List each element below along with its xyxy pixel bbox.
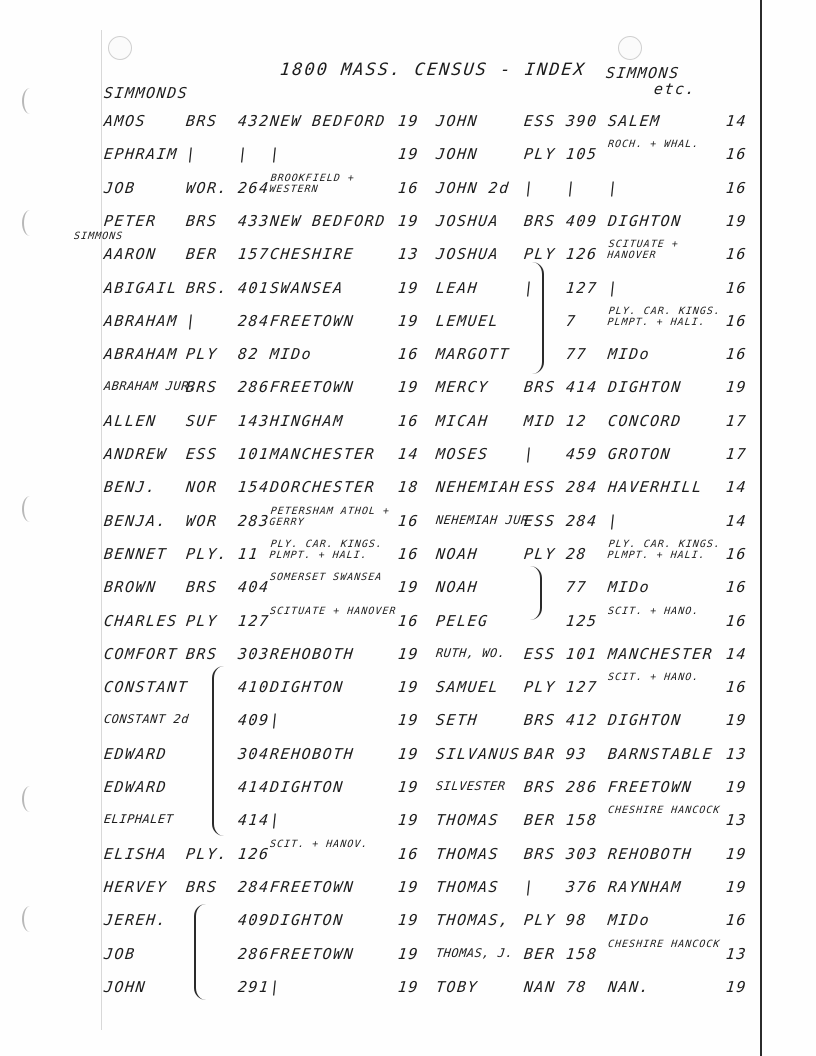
right-page-number: 28: [565, 544, 589, 563]
left-county: BRS: [185, 378, 219, 397]
right-county: PLY: [523, 145, 557, 164]
left-town: |: [269, 811, 282, 830]
right-first-name: LEAH: [435, 278, 480, 297]
left-town: DIGHTON: [269, 778, 345, 796]
right-county: BAR: [523, 744, 557, 763]
right-county: ESS: [523, 478, 557, 497]
right-county: BRS: [523, 844, 557, 863]
right-town: DIGHTON: [607, 711, 683, 730]
right-roll-number: 16: [725, 578, 749, 597]
left-first-name: EDWARD: [103, 744, 169, 763]
left-first-name: ELIPHALET: [103, 812, 175, 827]
right-roll-number: 16: [725, 911, 749, 930]
left-page-number: 154: [237, 478, 271, 497]
left-first-name: AARON: [103, 245, 158, 264]
left-group-brace: [194, 904, 208, 1000]
right-county: |: [523, 278, 536, 297]
left-page-number: 304: [237, 744, 271, 763]
left-town: FREETOWN: [269, 378, 356, 397]
left-roll-number: 18: [397, 478, 421, 497]
right-first-name: RUTH, WO.: [435, 645, 507, 660]
left-page-number: 283: [237, 511, 271, 530]
right-town: CHESHIRE HANCOCK: [607, 938, 721, 950]
right-town: DIGHTON: [607, 211, 683, 230]
left-first-name: ELISHA: [103, 844, 169, 863]
right-page-number: 284: [565, 478, 599, 497]
right-first-name: MOSES: [435, 445, 490, 463]
left-town: HINGHAM: [269, 411, 345, 430]
left-county: |: [185, 311, 198, 330]
right-page-number: 390: [565, 112, 599, 130]
right-county: BRS: [523, 211, 557, 230]
right-roll-number: 14: [725, 644, 749, 663]
left-town: DIGHTON: [269, 911, 345, 930]
right-first-name: JOHN 2d: [435, 178, 511, 197]
left-county: SUF: [185, 411, 219, 430]
left-surname-heading: SIMMONDS: [103, 84, 190, 102]
right-first-name: THOMAS, J.: [435, 945, 514, 960]
right-first-name: THOMAS,: [435, 911, 511, 930]
right-page-number: 376: [565, 877, 599, 896]
left-page-number: 284: [237, 877, 271, 896]
left-roll-number: 19: [397, 778, 421, 796]
left-first-name: BENNET: [103, 544, 169, 563]
right-county: BRS: [523, 778, 557, 796]
left-first-name: ABRAHAM: [103, 311, 179, 330]
left-first-name: ABRAHAM JUR.: [103, 379, 198, 394]
left-page-number: 286: [237, 944, 271, 963]
left-roll-number: 19: [397, 811, 421, 830]
left-roll-number: 19: [397, 944, 421, 963]
left-first-name: BENJA.: [103, 511, 169, 530]
right-page-number: 409: [565, 211, 599, 230]
right-county: PLY: [523, 678, 557, 697]
left-town: FREETOWN: [269, 311, 356, 330]
left-county: WOR.: [185, 178, 230, 197]
left-page-number: 433: [237, 211, 271, 230]
left-page-number: 414: [237, 811, 271, 830]
right-roll-number: 16: [725, 611, 749, 630]
left-first-name: JOHN: [103, 977, 148, 996]
right-first-name: SILVESTER: [435, 779, 507, 793]
binder-ring-mark: [22, 210, 38, 236]
left-roll-number: 19: [397, 711, 421, 730]
left-roll-number: 19: [397, 977, 421, 996]
left-county: BER: [185, 245, 219, 264]
right-page-number: 93: [565, 744, 589, 763]
page-title: 1800 MASS. CENSUS - INDEX: [279, 60, 587, 80]
right-first-name: JOSHUA: [435, 245, 501, 264]
left-county: PLY: [185, 345, 219, 364]
right-page-number: 412: [565, 711, 599, 730]
left-page-number: 127: [237, 611, 271, 630]
left-page-number: 409: [237, 711, 271, 730]
right-page-number: 7: [565, 311, 578, 330]
left-roll-number: 19: [397, 578, 421, 597]
right-roll-number: 19: [725, 977, 749, 996]
left-roll-number: 19: [397, 911, 421, 930]
left-first-name: BROWN: [103, 578, 158, 597]
right-roll-number: 16: [725, 278, 749, 297]
left-page-number: 414: [237, 778, 271, 796]
right-page-edge: [760, 0, 762, 1056]
left-first-name: HERVEY: [103, 877, 169, 896]
right-first-name: SAMUEL: [435, 678, 501, 697]
right-first-name: PELEG: [435, 611, 490, 630]
left-first-name: JOB: [103, 944, 137, 963]
right-county: PLY: [523, 245, 557, 264]
left-roll-number: 19: [397, 644, 421, 663]
left-roll-number: 19: [397, 311, 421, 330]
left-first-name: ANDREW: [103, 445, 169, 463]
left-county: PLY: [185, 611, 219, 630]
left-town: |: [269, 977, 282, 996]
right-page-number: 158: [565, 944, 599, 963]
right-roll-number: 16: [725, 178, 749, 197]
left-town: REHOBOTH: [269, 744, 356, 763]
left-town: NEW BEDFORD: [269, 112, 387, 130]
right-roll-number: 19: [725, 778, 749, 796]
left-county: PLY.: [185, 544, 230, 563]
right-page-number: 98: [565, 911, 589, 930]
right-county: PLY: [523, 911, 557, 930]
left-page-number: 157: [237, 245, 271, 264]
right-town: RAYNHAM: [607, 877, 683, 896]
left-county: BRS: [185, 112, 219, 130]
left-roll-number: 16: [397, 178, 421, 197]
right-roll-number: 16: [725, 311, 749, 330]
left-first-name: COMFORT: [103, 644, 179, 663]
right-page-number: 158: [565, 811, 599, 830]
left-first-name: CONSTANT 2d: [103, 712, 190, 727]
right-first-name: THOMAS: [435, 811, 501, 830]
right-roll-number: 19: [725, 711, 749, 730]
right-roll-number: 16: [725, 245, 749, 264]
right-first-name: MERCY: [435, 378, 490, 397]
binder-ring-mark: [22, 786, 38, 812]
left-town: CHESHIRE: [269, 245, 356, 264]
binder-ring-mark: [22, 88, 38, 114]
left-roll-number: 14: [397, 445, 421, 463]
right-roll-number: 14: [725, 112, 749, 130]
left-first-name: ALLEN: [103, 411, 158, 430]
left-first-name: ABRAHAM: [103, 345, 179, 364]
right-first-name: LEMUEL: [435, 311, 501, 330]
left-roll-number: 16: [397, 411, 421, 430]
right-county: BRS: [523, 378, 557, 397]
left-page-number: 11: [237, 544, 261, 563]
left-town: FREETOWN: [269, 944, 356, 963]
left-roll-number: 19: [397, 278, 421, 297]
left-town: SOMERSET SWANSEA: [269, 572, 383, 584]
right-town: SCIT. + HANO.: [607, 605, 700, 617]
left-first-name: ABIGAIL: [103, 278, 179, 297]
right-county: ESS: [523, 644, 557, 663]
left-county: ESS: [185, 445, 219, 463]
right-town: PLY. CAR. KINGS. PLMPT. + HALI.: [606, 538, 722, 561]
left-county: BRS: [185, 644, 219, 663]
left-page-number: 82: [237, 345, 261, 364]
right-county: ESS: [523, 511, 557, 530]
left-first-name: CHARLES: [103, 611, 179, 630]
right-group-bracket: [526, 566, 542, 620]
right-first-name: TOBY: [435, 977, 480, 996]
left-page-number: 303: [237, 644, 271, 663]
margin-note-simmons: SIMMONS: [73, 231, 124, 242]
right-page-number: 127: [565, 278, 599, 297]
punch-hole: [108, 36, 132, 60]
right-page-number: 126: [565, 245, 599, 264]
punch-hole: [618, 36, 642, 60]
left-page-number: 401: [237, 278, 271, 297]
left-first-name: EDWARD: [103, 778, 169, 796]
right-town: BARNSTABLE: [607, 744, 715, 763]
right-first-name: THOMAS: [435, 844, 501, 863]
right-first-name: NEHEMIAH JUR: [435, 512, 530, 527]
left-county: |: [185, 145, 198, 164]
right-county: MID: [523, 411, 557, 430]
right-county: |: [523, 877, 536, 896]
right-town: NAN.: [607, 977, 652, 996]
left-county: BRS: [185, 211, 219, 230]
left-roll-number: 19: [397, 678, 421, 697]
right-town: SCIT. + HANO.: [607, 672, 700, 684]
left-town: MANCHESTER: [269, 445, 377, 463]
right-roll-number: 16: [725, 678, 749, 697]
right-county: |: [523, 178, 536, 197]
right-roll-number: 16: [725, 145, 749, 164]
right-first-name: NEHEMIAH: [435, 478, 522, 497]
binder-ring-mark: [22, 906, 38, 932]
right-town: PLY. CAR. KINGS. PLMPT. + HALI.: [606, 305, 722, 328]
left-first-name: JOB: [103, 178, 137, 197]
right-roll-number: 19: [725, 844, 749, 863]
left-town: SCIT. + HANOV.: [269, 838, 369, 850]
left-town: PETERSHAM ATHOL + GERRY: [268, 505, 391, 528]
right-first-name: NOAH: [435, 578, 480, 597]
left-county: PLY.: [185, 844, 230, 863]
right-page-number: 127: [565, 678, 599, 697]
right-page-number: 105: [565, 145, 599, 164]
right-roll-number: 19: [725, 378, 749, 397]
right-town: |: [607, 278, 620, 297]
right-town: CONCORD: [607, 411, 683, 430]
right-roll-number: 17: [725, 445, 749, 463]
right-county: ESS: [523, 112, 557, 130]
right-county: BER: [523, 811, 557, 830]
right-town: ROCH. + WHAL.: [607, 139, 700, 151]
right-surname-etc: etc.: [653, 80, 698, 98]
left-town: DIGHTON: [269, 678, 345, 697]
right-first-name: JOSHUA: [435, 211, 501, 230]
right-roll-number: 16: [725, 345, 749, 364]
right-page-number: 303: [565, 844, 599, 863]
right-roll-number: 19: [725, 877, 749, 896]
left-town: SCITUATE + HANOVER: [269, 605, 397, 617]
right-county: NAN: [523, 977, 557, 996]
left-roll-number: 19: [397, 112, 421, 130]
left-roll-number: 19: [397, 145, 421, 164]
left-page-edge: [101, 30, 102, 1030]
right-town: MIDo: [607, 345, 652, 364]
right-first-name: NOAH: [435, 544, 480, 563]
left-roll-number: 19: [397, 877, 421, 896]
left-town: SWANSEA: [269, 278, 345, 297]
right-page-number: |: [565, 178, 578, 197]
right-town: MANCHESTER: [607, 644, 715, 663]
left-page-number: 291: [237, 977, 271, 996]
right-first-name: MICAH: [435, 411, 490, 430]
right-county: PLY: [523, 544, 557, 563]
right-page-number: 414: [565, 378, 599, 397]
right-page-number: 125: [565, 611, 599, 630]
right-roll-number: 13: [725, 744, 749, 763]
right-town: GROTON: [607, 445, 673, 463]
left-county: WOR: [185, 511, 219, 530]
right-roll-number: 13: [725, 944, 749, 963]
right-county: BRS: [523, 711, 557, 730]
left-page-number: 286: [237, 378, 271, 397]
left-town: |: [269, 711, 282, 730]
left-first-name: BENJ.: [103, 478, 158, 497]
right-first-name: JOHN: [435, 112, 480, 130]
right-first-name: THOMAS: [435, 877, 501, 896]
right-town: MIDo: [607, 911, 652, 930]
right-town: HAVERHILL: [607, 478, 704, 497]
right-roll-number: 14: [725, 478, 749, 497]
left-page-number: 432: [237, 112, 271, 130]
left-first-name: AMOS: [103, 112, 148, 130]
right-town: REHOBOTH: [607, 844, 694, 863]
binder-ring-mark: [22, 496, 38, 522]
left-page-number: 409: [237, 911, 271, 930]
left-page-number: |: [237, 145, 250, 164]
left-group-brace: [212, 666, 228, 836]
left-first-name: EPHRAIM: [103, 145, 179, 164]
left-page-number: 404: [237, 578, 271, 597]
right-page-number: 286: [565, 778, 599, 796]
left-page-number: 126: [237, 844, 271, 863]
left-roll-number: 19: [397, 211, 421, 230]
left-county: BRS.: [185, 278, 230, 297]
right-page-number: 78: [565, 977, 589, 996]
left-roll-number: 19: [397, 378, 421, 397]
left-town: NEW BEDFORD: [269, 211, 387, 230]
right-page-number: 77: [565, 578, 589, 597]
left-page-number: 284: [237, 311, 271, 330]
left-first-name: CONSTANT: [103, 678, 190, 697]
left-roll-number: 16: [397, 511, 421, 530]
right-page-number: 12: [565, 411, 589, 430]
left-county: NOR: [185, 478, 219, 497]
left-roll-number: 13: [397, 245, 421, 264]
left-first-name: JEREH.: [103, 911, 169, 930]
right-surname-heading: SIMMONS: [605, 64, 681, 82]
right-town: DIGHTON: [607, 378, 683, 397]
left-town: FREETOWN: [269, 877, 356, 896]
right-county: BER: [523, 944, 557, 963]
left-town: PLY. CAR. KINGS. PLMPT. + HALI.: [268, 538, 384, 561]
left-town: MIDo: [269, 345, 314, 364]
left-roll-number: 16: [397, 345, 421, 364]
left-page-number: 264: [237, 178, 271, 197]
right-page-number: 77: [565, 345, 589, 364]
right-roll-number: 13: [725, 811, 749, 830]
right-town: SCITUATE + HANOVER: [606, 239, 680, 262]
right-roll-number: 16: [725, 544, 749, 563]
right-first-name: MARGOTT: [435, 345, 511, 364]
right-page-number: 459: [565, 445, 599, 463]
left-town: REHOBOTH: [269, 644, 356, 663]
right-county: |: [523, 445, 536, 463]
left-county: BRS: [185, 877, 219, 896]
right-roll-number: 19: [725, 211, 749, 230]
left-town: DORCHESTER: [269, 478, 377, 497]
right-roll-number: 14: [725, 511, 749, 530]
left-town: |: [269, 145, 282, 164]
left-roll-number: 16: [397, 844, 421, 863]
right-first-name: SETH: [435, 711, 480, 730]
right-town: CHESHIRE HANCOCK: [607, 805, 721, 817]
left-page-number: 101: [237, 445, 271, 463]
left-first-name: PETER: [103, 211, 158, 230]
right-town: |: [607, 511, 620, 530]
left-county: BRS: [185, 578, 219, 597]
right-first-name: SILVANUS: [435, 744, 522, 763]
right-page-number: 101: [565, 644, 599, 663]
right-first-name: JOHN: [435, 145, 480, 164]
right-town: |: [607, 178, 620, 197]
left-town: BROOKFIELD + WESTERN: [268, 172, 356, 195]
left-page-number: 143: [237, 411, 271, 430]
left-roll-number: 19: [397, 744, 421, 763]
left-roll-number: 16: [397, 544, 421, 563]
left-page-number: 410: [237, 678, 271, 697]
right-town: FREETOWN: [607, 778, 694, 796]
left-roll-number: 16: [397, 611, 421, 630]
right-page-number: 284: [565, 511, 599, 530]
right-town: MIDo: [607, 578, 652, 597]
right-roll-number: 17: [725, 411, 749, 430]
right-town: SALEM: [607, 112, 662, 130]
